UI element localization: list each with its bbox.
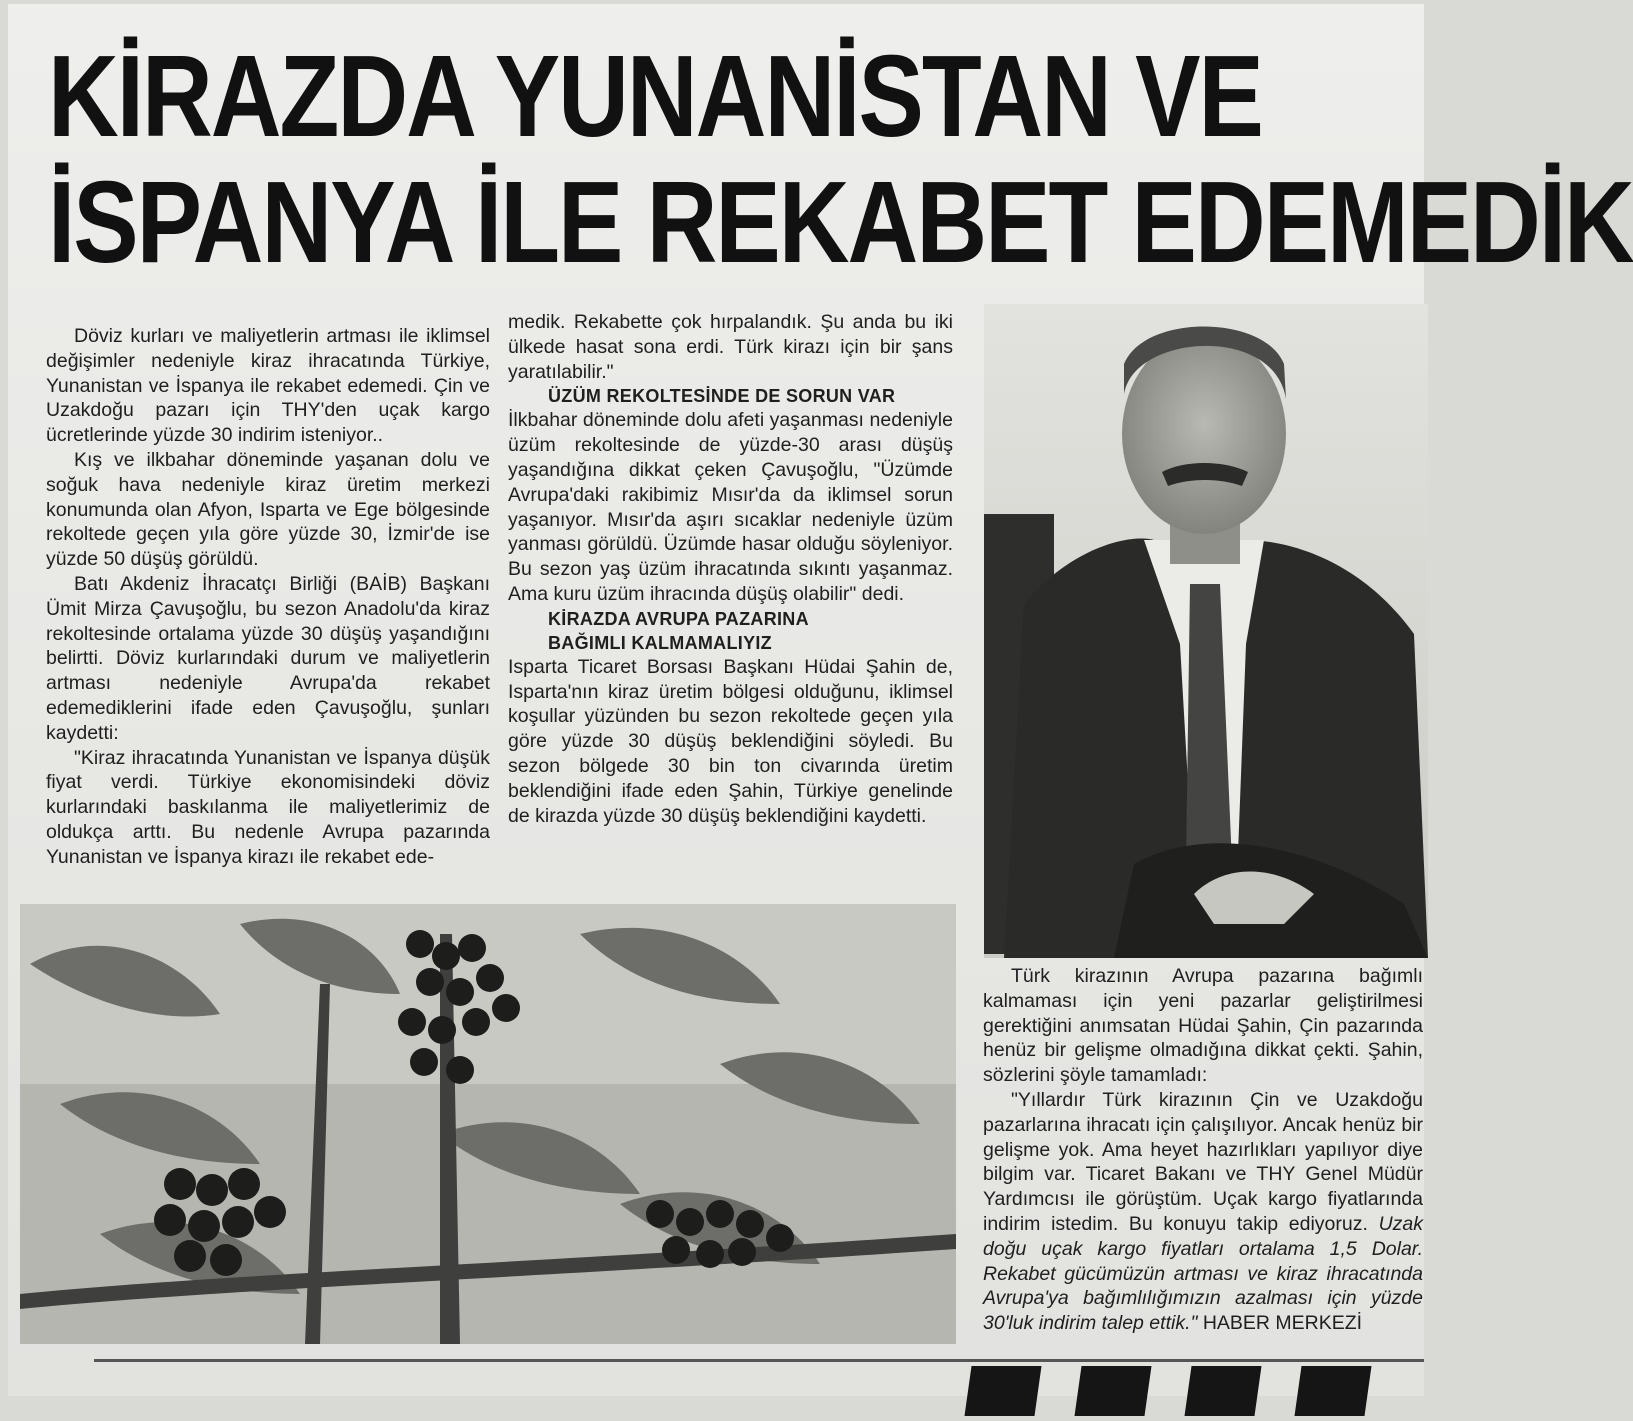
byline: HABER MERKEZİ [1202, 1312, 1363, 1335]
paragraph: "Kiraz ihracatında Yunanistan ve İspanya düşük fiyat verdi. Türkiye ekonomisindeki döviz kurlarındaki baskılanma ile maliyetlerimiz de oldukça arttı. Bu nedenle Avrupa pazarında Yunanistan ve İspanya kirazı ile rekabet ede- [46, 746, 490, 868]
paragraph: Döviz kurları ve maliyetlerin artması ile iklimsel değişimler nedeniyle kiraz ihracatında Türkiye, Yunanistan ve İspanya ile rekabet edemedi. Çin ve Uzakdoğu pazarı için THY'den uçak kargo ücretlerinde yüzde 30 indirim isteniyor.. [46, 325, 490, 447]
quote-text: "Yıllardır Türk kirazının Çin ve Uzakdoğu pazarlarına ihracatı için çalışılıyor. Ancak henüz bir gelişme yok. Ama heyet hazırlıkları yapılıyor diye bilgim var. Ticaret Bakanı ve THY Genel Müdür Yardımcısı ile görüştüm. Uçak kargo fiyatlarında indirim istedim. Bu konuyu takip ediyoruz. [983, 1088, 1423, 1235]
paragraph: Isparta Ticaret Borsası Başkanı Hüdai Şahin de, Isparta'nın kiraz üretim bölgesi olduğunu, iklimsel koşullar yüzünden bu sezon rekoltede geçen yıla göre yüzde 30 düşüş beklendiğini söyledi. Bu sezon bölgede 30 bin ton civarında üretim beklendiğini ifade eden Şahin, Türkiye genelinde de kirazda yüzde 30 düşüş beklendiğini kaydetti. [508, 655, 953, 827]
paragraph: İlkbahar döneminde dolu afeti yaşanması nedeniyle üzüm rekoltesinde de yüzde-30 arası düşüş yaşandığına dikkat çeken Çavuşoğlu, "Üzümde Avrupa'daki rakibimiz Mısır'da da iklimsel sorun yaşanıyor. Mısır'da aşırı sıcaklar nedeniyle üzüm yanması görüldü. Üzümde hasar olduğu söyleniyor. Bu sezon yaş üzüm ihracatında sıkıntı yaşanmaz. Ama kuru üzüm ihracında düşüş olabilir" dedi. [508, 409, 953, 605]
cherry-tree-photo [20, 904, 956, 1344]
subheading: ÜZÜM REKOLTESİNDE DE SORUN VAR [548, 386, 896, 407]
article-column-2 [508, 310, 953, 828]
headline-line-2: İSPANYA İLE REKABET EDEMEDİK [48, 156, 1633, 287]
subheading: BAĞIMLI KALMAMALIYIZ [548, 632, 772, 653]
next-headline-fragment [968, 1366, 1428, 1404]
newspaper-page [8, 4, 1633, 1396]
subheading: KİRAZDA AVRUPA PAZARINA [548, 608, 809, 629]
paragraph: Batı Akdeniz İhracatçı Birliği (BAİB) Başkanı Ümit Mirza Çavuşoğlu, bu sezon Anadolu'da kiraz rekoltesinde ortalama yüzde 30 düşüş yaşandığını belirtti. Döviz kurlarındaki durum ve maliyetlerin artması nedeniyle Avrupa'da rekabet edemediklerini ifade eden Çavuşoğlu, şunları kaydetti: [46, 572, 490, 744]
paragraph [983, 1088, 1423, 1336]
paragraph: Kış ve ilkbahar döneminde yaşanan dolu ve soğuk hava nedeniyle kiraz üretim merkezi konumunda olan Afyon, Isparta ve Ege bölgesinde rekoltede geçen yıla göre yüzde 30, İzmir'de ise yüzde 50 düşüş görüldü. [46, 448, 490, 571]
portrait-photo [984, 304, 1428, 958]
paragraph: medik. Rekabette çok hırpalandık. Şu anda bu iki ülkede hasat sona erdi. Türk kirazı için bir şans yaratılabilir." [508, 311, 953, 383]
headline-line-1: KİRAZDA YUNANİSTAN VE [48, 30, 1262, 161]
article-column-3 [983, 964, 1423, 1336]
divider-rule [94, 1359, 1424, 1362]
quote-text-italic: Uzak doğu uçak kargo fiyatları ortalama 1,5 Dolar. Rekabet gücümüzün artması ve kiraz ihracatında Avrupa'ya bağımlılığımızın azalması için yüzde 30'luk indirim talep ettik." [983, 1212, 1423, 1335]
article-column-1 [46, 324, 490, 870]
paragraph: Türk kirazının Avrupa pazarına bağımlı kalmaması için yeni pazarlar geliştirilmesi gerektiğini anımsatan Hüdai Şahin, Çin pazarında henüz bir gelişme olmadığına dikkat çekti. Şahin, sözlerini şöyle tamamladı: [983, 965, 1423, 1087]
